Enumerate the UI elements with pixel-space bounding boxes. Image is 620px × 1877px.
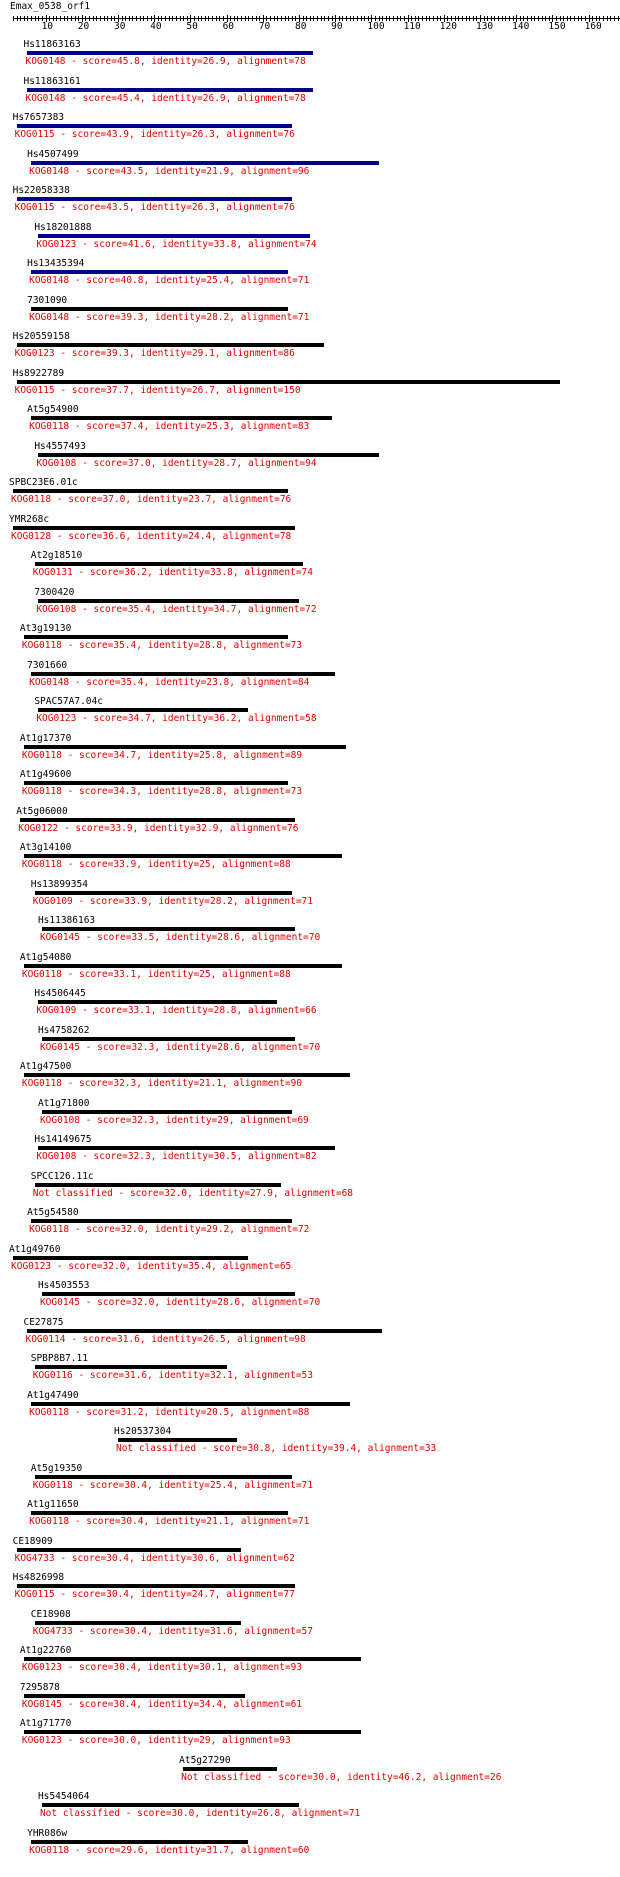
ruler-tick <box>274 16 275 21</box>
hit-alignment-bar[interactable] <box>24 1694 245 1698</box>
ruler-tick <box>93 16 94 21</box>
hit-description[interactable]: KOG0123 - score=41.6, identity=33.8, alignment=74 <box>36 238 317 250</box>
hit-name[interactable]: 7295878 <box>19 1681 60 1693</box>
ruler-tick-label: 140 <box>512 21 530 32</box>
ruler-tick <box>614 16 615 21</box>
ruler-tick <box>509 16 510 21</box>
hit-description[interactable]: KOG0123 - score=30.4, identity=30.1, alignment=93 <box>21 1662 303 1673</box>
hit-name[interactable]: At1g11650 <box>27 1499 79 1510</box>
ruler-tick <box>473 16 474 21</box>
hit-alignment-bar[interactable] <box>31 270 288 274</box>
hit-name[interactable]: Hs18201888 <box>34 221 92 233</box>
hit-description[interactable]: KOG0118 - score=31.2, identity=20.5, alignment=88 <box>29 1406 310 1418</box>
hit-description[interactable]: KOG0148 - score=40.8, identity=25.4, alignment=71 <box>29 275 310 286</box>
ruler-tick <box>165 16 166 21</box>
hit-alignment-bar[interactable] <box>20 818 295 822</box>
ruler-tick <box>147 16 148 21</box>
ruler-tick <box>125 16 126 21</box>
hit-description[interactable]: KOG0118 - score=37.4, identity=25.3, alignment=83 <box>29 421 310 432</box>
hit-description[interactable]: KOG0118 - score=33.9, identity=25, alignment=88 <box>21 859 291 870</box>
ruler-tick <box>321 16 322 21</box>
ruler-tick <box>248 16 249 21</box>
hit-description[interactable]: KOG0108 - score=37.0, identity=28.7, alignment=94 <box>36 457 317 469</box>
ruler-tick <box>169 16 170 21</box>
ruler-tick <box>143 16 144 21</box>
ruler-tick <box>400 16 401 21</box>
hit-description[interactable]: KOG0128 - score=36.6, identity=24.4, alignment=78 <box>11 530 292 542</box>
hit-name[interactable]: Hs8922789 <box>12 367 65 379</box>
hit-name[interactable]: Hs20537304 <box>113 1426 172 1437</box>
hit-name[interactable]: At1g47490 <box>27 1389 79 1401</box>
ruler-tick <box>281 16 282 21</box>
hit-alignment-bar[interactable] <box>35 562 303 566</box>
hit-description[interactable]: KOG0109 - score=33.9, identity=28.2, alignment=71 <box>32 895 313 907</box>
ruler-tick <box>361 16 362 21</box>
hit-alignment-bar[interactable] <box>42 1037 295 1041</box>
ruler-tick <box>132 16 133 21</box>
ruler-tick <box>216 16 217 21</box>
ruler-tick <box>618 16 619 21</box>
hit-description[interactable]: KOG0123 - score=39.3, identity=29.1, alignment=86 <box>14 348 295 359</box>
hit-description[interactable]: KOG0115 - score=43.9, identity=26.3, alignment=76 <box>14 129 295 140</box>
ruler-tick <box>469 16 470 21</box>
hit-alignment-bar[interactable] <box>31 672 335 676</box>
hit-description[interactable]: KOG0115 - score=30.4, identity=24.7, alignment=77 <box>14 1589 295 1600</box>
ruler-tick <box>71 16 72 21</box>
hit-description[interactable]: KOG0114 - score=31.6, identity=26.5, alignment=98 <box>25 1333 306 1345</box>
ruler-tick <box>458 16 459 21</box>
ruler-tick <box>437 16 438 21</box>
ruler-tick <box>429 16 430 21</box>
hit-name[interactable]: At1g22760 <box>19 1645 72 1656</box>
ruler-tick <box>389 16 390 21</box>
hit-name[interactable]: At1g71800 <box>37 1097 90 1109</box>
ruler-tick <box>570 16 571 21</box>
hit-name[interactable]: SPBC23E6.01c <box>9 477 78 488</box>
hit-name[interactable]: SPBP8B7.11 <box>30 1353 88 1364</box>
ruler-tick <box>60 16 61 21</box>
ruler-tick <box>104 16 105 21</box>
hit-name[interactable]: Hs13899354 <box>30 878 88 890</box>
ruler-tick <box>270 16 271 21</box>
ruler-tick-label: 20 <box>77 21 90 32</box>
hit-alignment-bar[interactable] <box>13 489 288 493</box>
hit-alignment-bar[interactable] <box>17 380 560 384</box>
hit-description[interactable]: KOG0108 - score=32.3, identity=30.5, alignment=82 <box>36 1151 317 1162</box>
ruler-tick <box>13 16 14 21</box>
hit-alignment-bar[interactable] <box>38 1000 277 1004</box>
ruler-tick <box>462 16 463 21</box>
hit-alignment-bar[interactable] <box>24 1073 350 1077</box>
hit-description[interactable]: KOG0118 - score=37.0, identity=23.7, alignment=76 <box>11 494 292 505</box>
hit-description[interactable]: KOG0148 - score=43.5, identity=21.9, alignment=96 <box>29 165 310 177</box>
hit-alignment-bar[interactable] <box>27 51 313 55</box>
ruler-tick <box>245 16 246 21</box>
hit-description[interactable]: KOG0115 - score=43.5, identity=26.3, alignment=76 <box>14 202 295 213</box>
hit-name[interactable]: CE18908 <box>30 1608 71 1620</box>
ruler-tick <box>353 16 354 21</box>
hit-description[interactable]: Not classified - score=30.0, identity=26.8, alignment=71 <box>39 1808 361 1819</box>
hit-alignment-bar[interactable] <box>17 197 292 201</box>
hit-alignment-bar[interactable] <box>38 234 310 238</box>
ruler-tick <box>256 16 257 21</box>
ruler-tick <box>542 16 543 21</box>
hit-description[interactable]: KOG0148 - score=45.8, identity=26.9, alignment=78 <box>25 56 306 67</box>
hit-description[interactable]: KOG0118 - score=29.6, identity=31.7, alignment=60 <box>29 1844 310 1856</box>
hit-description[interactable]: Not classified - score=30.0, identity=46.2, alignment=26 <box>181 1771 502 1783</box>
hit-description[interactable]: KOG0145 - score=32.3, identity=28.6, alignment=70 <box>39 1041 321 1053</box>
ruler-tick <box>610 16 611 21</box>
ruler-tick <box>35 16 36 21</box>
hit-name[interactable]: Hs4506445 <box>34 988 86 999</box>
ruler-tick <box>292 16 293 21</box>
hit-alignment-bar[interactable] <box>42 1803 299 1807</box>
hit-description[interactable]: KOG0118 - score=30.4, identity=21.1, alignment=71 <box>29 1516 310 1527</box>
hit-alignment-bar[interactable] <box>38 599 299 603</box>
hit-name[interactable]: Hs14149675 <box>34 1134 92 1145</box>
hit-name[interactable]: Hs4758262 <box>37 1024 90 1036</box>
ruler-tick <box>24 16 25 21</box>
ruler-tick <box>607 16 608 21</box>
hit-name[interactable]: Hs4826998 <box>12 1572 65 1583</box>
ruler-tick <box>111 16 112 21</box>
ruler-tick-label: 60 <box>222 21 235 32</box>
ruler-tick-label: 160 <box>584 21 602 32</box>
ruler-tick <box>433 16 434 21</box>
ruler-tick-label: 70 <box>258 21 271 32</box>
ruler-tick <box>574 16 575 21</box>
hit-name[interactable]: Hs4507499 <box>27 148 79 160</box>
ruler-tick <box>129 16 130 21</box>
ruler-tick <box>237 16 238 21</box>
ruler-tick <box>364 16 365 21</box>
ruler-tick <box>208 16 209 21</box>
ruler-tick <box>357 16 358 21</box>
hit-alignment-bar[interactable] <box>31 1840 248 1844</box>
ruler-tick <box>578 16 579 21</box>
ruler-tick <box>466 16 467 21</box>
ruler-tick <box>75 16 76 21</box>
ruler-tick <box>310 16 311 21</box>
hit-alignment-bar[interactable] <box>35 1365 227 1369</box>
ruler-tick <box>140 16 141 21</box>
ruler-tick <box>136 16 137 21</box>
hit-alignment-bar[interactable] <box>35 1621 241 1625</box>
ruler-tick <box>306 16 307 21</box>
ruler-tick <box>212 16 213 21</box>
ruler-tick <box>534 16 535 21</box>
ruler-tick <box>328 16 329 21</box>
hit-name[interactable]: Hs4503553 <box>37 1280 90 1291</box>
ruler-tick <box>67 16 68 21</box>
ruler-tick <box>38 16 39 21</box>
ruler-tick <box>393 16 394 21</box>
ruler-tick <box>567 16 568 21</box>
hit-description[interactable]: KOG4733 - score=30.4, identity=31.6, alignment=57 <box>32 1625 313 1637</box>
ruler-tick <box>180 16 181 21</box>
hit-description[interactable]: KOG0116 - score=31.6, identity=32.1, alignment=53 <box>32 1370 313 1381</box>
ruler-tick <box>100 16 101 21</box>
ruler-tick-label: 30 <box>113 21 126 32</box>
ruler-tick-label: 90 <box>331 21 343 32</box>
hit-name[interactable]: Hs11386163 <box>37 915 96 926</box>
ruler-tick <box>502 16 503 21</box>
hit-description[interactable]: KOG0118 - score=34.7, identity=25.8, alignment=89 <box>21 749 303 761</box>
hit-name[interactable]: Hs13435394 <box>27 258 85 269</box>
hit-name[interactable]: 7301090 <box>27 294 68 306</box>
hit-description[interactable]: KOG0108 - score=35.4, identity=34.7, alignment=72 <box>36 603 317 615</box>
ruler-tick <box>317 16 318 21</box>
ruler-tick <box>205 16 206 21</box>
hit-description[interactable]: KOG0118 - score=30.4, identity=25.4, alignment=71 <box>32 1479 313 1491</box>
ruler-tick <box>27 16 28 21</box>
hit-name[interactable]: At1g54080 <box>19 951 72 963</box>
hit-name[interactable]: Hs20559158 <box>12 331 70 342</box>
hit-name[interactable]: At5g19350 <box>30 1462 83 1474</box>
hit-name[interactable]: At5g54900 <box>27 404 79 415</box>
ruler-tick <box>107 16 108 21</box>
hit-alignment-bar[interactable] <box>42 927 295 931</box>
hit-alignment-bar[interactable] <box>13 526 295 530</box>
hit-description[interactable]: KOG0118 - score=32.3, identity=21.1, alignment=90 <box>21 1078 303 1089</box>
ruler-tick <box>96 16 97 21</box>
hit-description[interactable]: KOG4733 - score=30.4, identity=30.6, alignment=62 <box>14 1552 295 1564</box>
hit-description[interactable]: Not classified - score=32.0, identity=27.9, alignment=68 <box>32 1187 354 1199</box>
hit-description[interactable]: KOG0108 - score=32.3, identity=29, alignment=69 <box>39 1114 309 1126</box>
ruler-tick <box>581 16 582 21</box>
ruler-tick <box>397 16 398 21</box>
hit-name[interactable]: At5g27290 <box>179 1754 231 1766</box>
hit-name[interactable]: Hs5454064 <box>37 1791 90 1802</box>
ruler-tick <box>313 16 314 21</box>
ruler-tick <box>324 16 325 21</box>
hit-description[interactable]: KOG0145 - score=32.0, identity=28.6, alignment=70 <box>39 1297 321 1308</box>
hit-name[interactable]: CE18909 <box>12 1535 53 1547</box>
ruler-tick-label: 80 <box>294 21 307 32</box>
ruler-tick <box>241 16 242 21</box>
hit-name[interactable]: At3g19130 <box>19 623 72 634</box>
hit-alignment-bar[interactable] <box>31 1511 288 1515</box>
ruler-tick-label: 10 <box>41 21 54 32</box>
hit-alignment-bar[interactable] <box>24 635 288 639</box>
hit-description[interactable]: Not classified - score=30.8, identity=39.4, alignment=33 <box>115 1443 437 1454</box>
hit-alignment-bar[interactable] <box>17 1548 241 1552</box>
query-title: Emax_0538_orf1 <box>10 1 91 12</box>
hit-alignment-bar[interactable] <box>38 1146 335 1150</box>
hit-alignment-bar[interactable] <box>118 1438 237 1442</box>
hit-description[interactable]: KOG0148 - score=45.4, identity=26.9, alignment=78 <box>25 92 306 104</box>
hit-name[interactable]: SPCC126.11c <box>30 1170 94 1182</box>
ruler-tick <box>89 16 90 21</box>
ruler-tick <box>201 16 202 21</box>
hit-description[interactable]: KOG0118 - score=34.3, identity=28.8, alignment=73 <box>21 786 303 797</box>
ruler-tick <box>277 16 278 21</box>
ruler-tick <box>603 16 604 21</box>
hit-description[interactable]: KOG0118 - score=35.4, identity=28.8, alignment=73 <box>21 640 303 651</box>
ruler-tick <box>176 16 177 21</box>
hit-description[interactable]: KOG0122 - score=33.9, identity=32.9, alignment=76 <box>18 822 299 834</box>
ruler-tick-label: 100 <box>367 21 385 32</box>
ruler-tick-label: 40 <box>150 21 162 32</box>
hit-alignment-bar[interactable] <box>17 124 292 128</box>
ruler-tick <box>285 16 286 21</box>
hit-alignment-bar[interactable] <box>27 88 313 92</box>
hit-alignment-bar[interactable] <box>13 1256 248 1260</box>
ruler-tick <box>505 16 506 21</box>
hit-name[interactable]: At1g71770 <box>19 1718 72 1729</box>
ruler-tick <box>386 16 387 21</box>
hit-name[interactable]: At1g47500 <box>19 1061 72 1072</box>
hit-name[interactable]: Hs7657383 <box>12 112 65 123</box>
hit-description[interactable]: KOG0145 - score=30.4, identity=34.4, alignment=61 <box>21 1698 303 1710</box>
ruler-tick <box>494 16 495 21</box>
ruler-tick <box>545 16 546 21</box>
ruler-tick <box>346 16 347 21</box>
hit-alignment-bar[interactable] <box>31 416 331 420</box>
hit-alignment-bar[interactable] <box>17 1584 296 1588</box>
hit-name[interactable]: YHR086w <box>27 1827 68 1839</box>
ruler-tick <box>219 16 220 21</box>
hit-name[interactable]: SPAC57A7.04c <box>34 696 103 707</box>
hit-description[interactable]: KOG0123 - score=34.7, identity=36.2, alignment=58 <box>36 713 317 724</box>
hit-name[interactable]: Hs4557493 <box>34 440 86 452</box>
hit-name[interactable]: At5g54580 <box>27 1207 79 1218</box>
hit-name[interactable]: YMR268c <box>9 513 50 525</box>
hit-description[interactable]: KOG0148 - score=35.4, identity=23.8, alignment=84 <box>29 676 310 688</box>
hit-name[interactable]: 7301660 <box>27 659 68 671</box>
hit-alignment-bar[interactable] <box>38 453 378 457</box>
hit-alignment-bar[interactable] <box>17 343 325 347</box>
hit-alignment-bar[interactable] <box>27 1329 382 1333</box>
ruler-tick <box>531 16 532 21</box>
hit-alignment-bar[interactable] <box>31 1219 292 1223</box>
hit-alignment-bar[interactable] <box>24 1657 361 1661</box>
hit-alignment-bar[interactable] <box>31 307 288 311</box>
ruler-tick <box>426 16 427 21</box>
ruler-tick <box>183 16 184 21</box>
hit-alignment-bar[interactable] <box>31 1402 350 1406</box>
hit-name[interactable]: At3g14100 <box>19 842 72 853</box>
ruler-tick-label: 120 <box>439 21 457 32</box>
hit-description[interactable]: KOG0131 - score=36.2, identity=33.8, alignment=74 <box>32 567 313 578</box>
hit-name[interactable]: CE27875 <box>23 1316 64 1328</box>
hit-alignment-bar[interactable] <box>24 781 288 785</box>
hit-name[interactable]: Hs11863163 <box>23 39 81 50</box>
ruler-tick-label: 50 <box>186 21 198 32</box>
hit-alignment-bar[interactable] <box>183 1767 277 1771</box>
hit-alignment-bar[interactable] <box>24 854 343 858</box>
hit-description[interactable]: KOG0145 - score=33.5, identity=28.6, alignment=70 <box>39 932 321 943</box>
ruler-tick <box>20 16 21 21</box>
ruler-tick <box>422 16 423 21</box>
ruler-tick <box>538 16 539 21</box>
ruler-tick <box>17 16 18 21</box>
ruler-tick <box>350 16 351 21</box>
ruler-tick <box>56 16 57 21</box>
hit-name[interactable]: 7300420 <box>34 586 75 598</box>
hit-name[interactable]: At1g49760 <box>9 1243 61 1255</box>
hit-description[interactable]: KOG0118 - score=33.1, identity=25, alignment=88 <box>21 968 291 980</box>
hit-description[interactable]: KOG0118 - score=32.0, identity=29.2, alignment=72 <box>29 1224 310 1235</box>
hit-alignment-bar[interactable] <box>42 1110 292 1114</box>
hit-description[interactable]: KOG0115 - score=37.7, identity=26.7, alignment=150 <box>14 384 301 396</box>
hit-alignment-bar[interactable] <box>24 745 346 749</box>
hit-description[interactable]: KOG0123 - score=32.0, identity=35.4, alignment=65 <box>11 1260 292 1272</box>
hit-name[interactable]: At1g17370 <box>19 732 72 744</box>
hit-alignment-bar[interactable] <box>24 1730 361 1734</box>
hit-description[interactable]: KOG0148 - score=39.3, identity=28.2, alignment=71 <box>29 311 310 323</box>
ruler-tick-label: 130 <box>475 21 494 32</box>
hit-name[interactable]: Hs22058338 <box>12 185 70 196</box>
ruler-tick <box>288 16 289 21</box>
hit-alignment-bar[interactable] <box>24 964 343 968</box>
ruler-tick <box>252 16 253 21</box>
ruler-tick <box>172 16 173 21</box>
hit-description[interactable]: KOG0123 - score=30.0, identity=29, alignment=93 <box>21 1735 291 1746</box>
ruler-tick <box>31 16 32 21</box>
hit-name[interactable]: At1g49600 <box>19 769 72 780</box>
ruler-tick <box>64 16 65 21</box>
hit-alignment-bar[interactable] <box>35 1475 292 1479</box>
hit-name[interactable]: At2g18510 <box>30 550 83 561</box>
ruler-tick-label: 110 <box>403 21 421 32</box>
hit-alignment-bar[interactable] <box>35 891 292 895</box>
hit-name[interactable]: Hs11863161 <box>23 75 81 87</box>
hit-alignment-bar[interactable] <box>38 708 248 712</box>
hit-name[interactable]: At5g06000 <box>16 805 68 817</box>
ruler-tick-label: 150 <box>548 21 566 32</box>
hit-alignment-bar[interactable] <box>42 1292 295 1296</box>
hit-alignment-bar[interactable] <box>35 1183 281 1187</box>
hit-alignment-bar[interactable] <box>31 161 379 165</box>
hit-description[interactable]: KOG0109 - score=33.1, identity=28.8, alignment=66 <box>36 1005 317 1016</box>
ruler-tick <box>498 16 499 21</box>
